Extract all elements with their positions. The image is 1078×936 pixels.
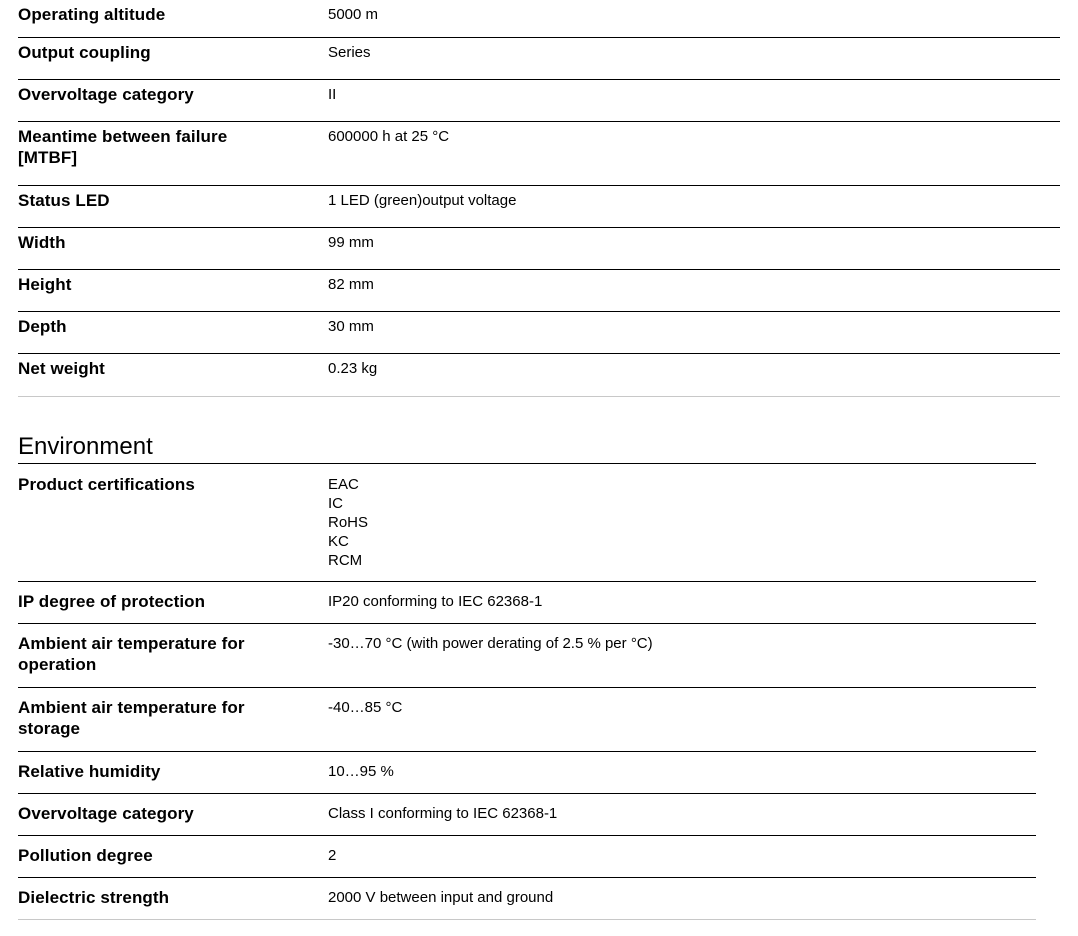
spec-value — [328, 190, 1060, 210]
spec-value — [328, 474, 1036, 570]
general-spec-table — [18, 0, 1060, 397]
spec-value-line: KC — [328, 533, 349, 550]
spec-value-line: -40…85 °C — [328, 699, 403, 716]
spec-label: Height — [18, 275, 72, 294]
spec-row-ambient-temp-operation — [18, 624, 1036, 688]
spec-value — [328, 42, 1060, 62]
spec-label: Depth — [18, 317, 67, 336]
spec-value-line: IP20 conforming to IEC 62368-1 — [328, 593, 543, 610]
spec-label: Ambient air temperature for operation — [18, 634, 245, 674]
spec-value — [328, 4, 1060, 24]
spec-value-line: 5000 m — [328, 6, 379, 23]
spec-row-width — [18, 228, 1060, 270]
spec-value-line: IC — [328, 495, 343, 512]
spec-label: Status LED — [18, 191, 110, 210]
spec-value-line: RoHS — [328, 514, 369, 531]
spec-label: Pollution degree — [18, 846, 153, 865]
spec-label: Overvoltage category — [18, 804, 194, 823]
spec-value — [328, 316, 1060, 336]
section-heading-environment: Environment — [18, 432, 1036, 464]
spec-row-height — [18, 270, 1060, 312]
spec-label: Relative humidity — [18, 762, 161, 781]
spec-row-pollution-degree — [18, 836, 1036, 878]
spec-row-status-led — [18, 186, 1060, 228]
spec-value-line: 2000 V between input and ground — [328, 889, 554, 906]
environment-spec-table — [18, 464, 1036, 920]
spec-value — [328, 232, 1060, 252]
spec-row-product-certifications — [18, 464, 1036, 582]
spec-value — [328, 126, 1060, 146]
spec-value — [328, 274, 1060, 294]
spec-row-net-weight — [18, 354, 1060, 397]
spec-value-line: 99 mm — [328, 234, 374, 251]
spec-value-line: EAC — [328, 476, 359, 493]
spec-label: Operating altitude — [18, 5, 166, 24]
spec-value-line: 10…95 % — [328, 763, 394, 780]
spec-label: Output coupling — [18, 43, 151, 62]
spec-value — [328, 358, 1060, 378]
spec-value — [328, 84, 1060, 104]
spec-value — [328, 633, 1036, 653]
spec-row-operating-altitude — [18, 0, 1060, 38]
spec-row-ip-protection — [18, 582, 1036, 624]
spec-label: Dielectric strength — [18, 888, 170, 907]
spec-label: Product certifications — [18, 475, 195, 494]
spec-row-depth — [18, 312, 1060, 354]
spec-value-line: Class I conforming to IEC 62368-1 — [328, 805, 558, 822]
spec-value-line: 600000 h at 25 °C — [328, 128, 450, 145]
spec-row-ambient-temp-storage — [18, 688, 1036, 752]
spec-value-line: Series — [328, 44, 371, 61]
spec-value-line: -30…70 °C (with power derating of 2.5 % per °C) — [328, 635, 653, 652]
spec-label: Overvoltage category — [18, 85, 194, 104]
spec-value — [328, 887, 1036, 907]
spec-row-relative-humidity — [18, 752, 1036, 794]
spec-row-overvoltage-category-env — [18, 794, 1036, 836]
spec-value-line: RCM — [328, 552, 363, 569]
spec-label: Width — [18, 233, 66, 252]
spec-value-line: 1 LED (green)output voltage — [328, 192, 517, 209]
spec-value — [328, 697, 1036, 717]
spec-value — [328, 591, 1036, 611]
spec-label: Meantime between failure [MTBF] — [18, 127, 228, 167]
spec-row-output-coupling — [18, 38, 1060, 80]
spec-value-line: 0.23 kg — [328, 360, 378, 377]
spec-value-line: 82 mm — [328, 276, 374, 293]
spec-row-mtbf — [18, 122, 1060, 186]
spec-label: Ambient air temperature for storage — [18, 698, 245, 738]
spec-value-line: 2 — [328, 847, 337, 864]
spec-row-dielectric-strength — [18, 878, 1036, 920]
spec-value — [328, 761, 1036, 781]
spec-row-overvoltage-category — [18, 80, 1060, 122]
spec-value — [328, 845, 1036, 865]
spec-label: IP degree of protection — [18, 592, 206, 611]
spec-value-line: II — [328, 86, 337, 103]
spec-value-line: 30 mm — [328, 318, 374, 335]
spec-label: Net weight — [18, 359, 105, 378]
spec-value — [328, 803, 1036, 823]
